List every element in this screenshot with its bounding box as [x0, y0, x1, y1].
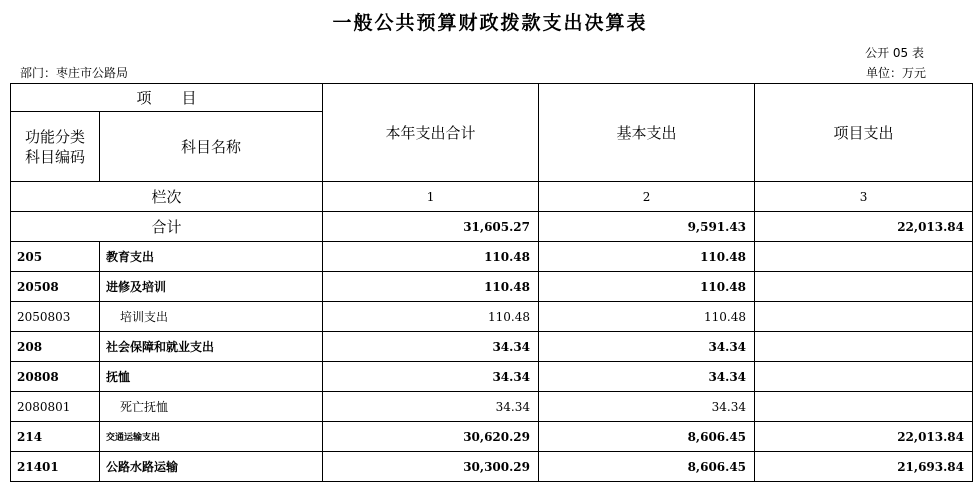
- table-row: [11, 452, 973, 482]
- row-basic: 34.34: [539, 362, 755, 392]
- row-basic: 34.34: [539, 332, 755, 362]
- row-basic: 34.34: [539, 392, 755, 422]
- table-row: [11, 332, 973, 362]
- total-project: 22,013.84: [755, 212, 973, 242]
- header-project-expenditure: 项目支出: [755, 84, 973, 182]
- row-basic: 110.48: [539, 302, 755, 332]
- row-code: 214: [11, 422, 100, 452]
- row-code: 208: [11, 332, 100, 362]
- row-total: 110.48: [323, 302, 539, 332]
- row-name: 死亡抚恤: [100, 392, 323, 422]
- expenditure-table: [10, 83, 973, 482]
- total-total: 31,605.27: [323, 212, 539, 242]
- row-total: 30,300.29: [323, 452, 539, 482]
- row-code: 2080801: [11, 392, 100, 422]
- row-index-3: 3: [755, 182, 973, 212]
- table-row: [11, 242, 973, 272]
- row-basic: 110.48: [539, 272, 755, 302]
- table-row: [11, 272, 973, 302]
- row-total: 34.34: [323, 362, 539, 392]
- row-basic: 110.48: [539, 242, 755, 272]
- row-project: [755, 302, 973, 332]
- row-name: 进修及培训: [100, 272, 323, 302]
- department-label: 部门：枣庄市公路局: [20, 66, 129, 80]
- header-total-expenditure: 本年支出合计: [323, 84, 539, 182]
- header-subject-name: 科目名称: [100, 112, 323, 182]
- page-title: 一般公共预算财政拨款支出决算表: [332, 12, 648, 34]
- row-basic: 8,606.45: [539, 422, 755, 452]
- row-project: 22,013.84: [755, 422, 973, 452]
- row-total: 110.48: [323, 272, 539, 302]
- header-func-code: 功能分类 科目编码: [11, 112, 100, 182]
- row-name: 教育支出: [100, 242, 323, 272]
- table-row: [11, 422, 973, 452]
- row-code: 2050803: [11, 302, 100, 332]
- unit-label: 单位：万元: [865, 66, 926, 80]
- row-code: 205: [11, 242, 100, 272]
- row-index-2: 2: [539, 182, 755, 212]
- row-name: 培训支出: [100, 302, 323, 332]
- form-number: 公开 05 表: [865, 46, 924, 60]
- header-item: 项 目: [11, 84, 323, 112]
- row-basic: 8,606.45: [539, 452, 755, 482]
- row-code: 20508: [11, 272, 100, 302]
- row-index-1: 1: [323, 182, 539, 212]
- row-index-label: 栏次: [11, 182, 323, 212]
- row-name: 抚恤: [100, 362, 323, 392]
- table-row: [11, 392, 973, 422]
- row-name: 社会保障和就业支出: [100, 332, 323, 362]
- row-total: 34.34: [323, 332, 539, 362]
- table-row: [11, 362, 973, 392]
- row-project: [755, 242, 973, 272]
- row-code: 21401: [11, 452, 100, 482]
- row-project: [755, 272, 973, 302]
- row-total: 30,620.29: [323, 422, 539, 452]
- table-row: [11, 302, 973, 332]
- total-label: 合计: [11, 212, 323, 242]
- row-total: 34.34: [323, 392, 539, 422]
- total-basic: 9,591.43: [539, 212, 755, 242]
- row-total: 110.48: [323, 242, 539, 272]
- row-project: 21,693.84: [755, 452, 973, 482]
- row-project: [755, 362, 973, 392]
- row-name: 交通运输支出: [100, 422, 323, 452]
- row-name: 公路水路运输: [100, 452, 323, 482]
- header-basic-expenditure: 基本支出: [539, 84, 755, 182]
- row-project: [755, 332, 973, 362]
- row-project: [755, 392, 973, 422]
- row-code: 20808: [11, 362, 100, 392]
